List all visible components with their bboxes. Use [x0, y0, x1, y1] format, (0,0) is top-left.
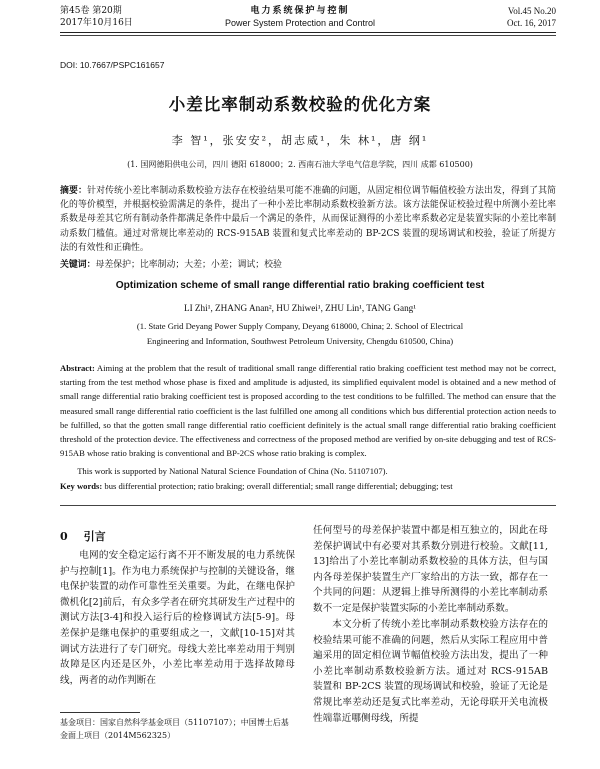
keywords-en-label: Key words:: [60, 481, 103, 491]
abstract-en: [60, 361, 556, 461]
intro-right-paragraph-1: 任何型号的母差保护装置中都是相互独立的，因此在母差保护调试中有必要对其系数分别进行校验。文献[11, 13]给出了小差比率制动系数校验的具体方法，但与国内各母差保护装置生产厂家给出的方法一致，都存在一个共同的问题：从逻辑上推导所测得的小差比率制动系数不一定是保护装置实际的小差比率制动系数。: [313, 525, 548, 614]
funding-en: This work is supported by National Natural Science Foundation of China (No. 51107107).: [77, 466, 388, 476]
journal-name-cn: 电力系统保护与控制: [250, 6, 350, 16]
date-cn: 2017年10月16日: [60, 18, 133, 28]
keywords-en-text: bus differential protection; ratio braking; overall differential; small range differential; debugging; test: [104, 481, 453, 491]
volume-issue-en: Vol.45 No.20: [507, 6, 556, 16]
authors-en: LI Zhi¹, ZHANG Anan², HU Zhiwei¹, ZHU Lin¹, TANG Gang¹: [183, 303, 417, 313]
abstract-cn-text: 针对传统小差比率制动系数校验方法存在校验结果可能不准确的问题，从固定相位调节幅值校验方法出发，得到了其简化的等价模型，并根据校验需满足的条件，提出了一种小差比率制动系数校验新方法。该方法能保证校验过程中所测小差比率系数是母差其它所有制动条件都满足条件中最后一个满足的条件，从而保证测得的小差比率系数必定是装置实际的小差比率制动系数门槛值。通过对常规比率差动的 RCS-915AB 装置和复式比率差动的 BP-2CS 装置的现场调试和校验，验证了所提方法的有效性和正确性。: [60, 186, 556, 253]
header-rule-thin: [60, 35, 556, 36]
authors-cn: 李 智¹，张安安²，胡志威¹，朱 林¹，唐 纲¹: [171, 134, 429, 147]
section-number: 0: [60, 530, 68, 543]
keywords-cn-label: 关键词：: [60, 260, 96, 270]
title-en: Optimization scheme of small range differential ratio braking coefficient test: [115, 280, 485, 291]
keywords-cn: [60, 258, 556, 272]
affiliation-en-line2: Engineering and Information, Southwest Petroleum University, Chengdu 610500, China): [146, 336, 454, 346]
section-title: 引言: [83, 530, 106, 543]
volume-issue-cn: 第45卷 第20期: [60, 6, 122, 16]
footnote-rule: [60, 712, 140, 713]
keywords-en: [60, 479, 556, 493]
intro-right-paragraph-2: 本文分析了传统小差比率制动系数校验方法存在的校验结果可能不准确的问题，然后从实际工程应用中普遍采用的固定相位调节幅值校验方法出发，提出了一种小差比率制动系数校验新方法。通过对 RCS-915AB 装置和 BP-2CS 装置的现场调试和校验，验证了无论是常规比率差动还是复式比率差动，无论母联开关电流极性端靠近哪侧母线，所提: [313, 619, 548, 724]
affiliation-en-line1: (1. State Grid Deyang Power Supply Company, Deyang 618000, China; 2. School of Electrical: [136, 321, 464, 331]
body-divider: [60, 505, 556, 506]
doi: DOI: 10.7667/PSPC161657: [60, 60, 165, 70]
keywords-cn-text: 母差保护；比率制动；大差；小差；调试；校验: [95, 260, 282, 270]
abstract-cn: [60, 184, 556, 256]
journal-name-en: Power System Protection and Control: [224, 18, 376, 28]
date-en: Oct. 16, 2017: [507, 18, 556, 28]
affiliation-cn: (1. 国网德阳供电公司，四川 德阳 618000；2. 西南石油大学电气信息学院，四川 成都 610500): [127, 160, 473, 169]
abstract-en-text: Aiming at the problem that the result of traditional small range differential ratio braking coefficient test method may not be correct, starting from the test method whose phase is fixed and amplitude is adjusted, its simplified equivalent model is obtained and a new method of small range differential ratio braking coefficient test is proposed according to the test conditions to be fulfilled. The method can ensure that the measured small range differential ratio coefficient is the last fulfilled one among all conditions which bus differential protection action needs to be fulfilled, so that the gotten small range differential ratio coefficient definitely is the actual small range differential ratio braking coefficient threshold of the protection device. The effectiveness and correctness of the proposed method are verified by on-site debugging and test of RCS-915AB whose ratio braking is conventional and BP-2CS whose ratio braking is complex.: [60, 363, 556, 459]
abstract-cn-label: 摘要：: [60, 186, 88, 196]
abstract-en-label: Abstract:: [60, 363, 95, 373]
funding-footnote: 基金项目：国家自然科学基金项目（51107107）；中国博士后基金面上项目（2014M562325）: [60, 718, 289, 740]
section-heading: [60, 528, 106, 544]
intro-left-paragraph: 电网的安全稳定运行离不开不断发展的电力系统保护与控制[1]。作为电力系统保护与控制的关键设备，继电保护装置的动作可靠性至关重要。为此，在继电保护微机化[2]前后，有众多学者在研究其研发生产过程中的测试方法[3-4]和投入运行后的检修调试方法[5-9]。母差保护是继电保护的重要组成之一，文献[10-15]对其调试方法进行了专门研究。母线大差比率差动用于判别故障是区内还是区外，小差比率差动用于选择故障母线，两者的动作判断在: [60, 550, 295, 686]
header-rule: [60, 32, 556, 33]
title-cn: 小差比率制动系数校验的优化方案: [168, 95, 432, 114]
